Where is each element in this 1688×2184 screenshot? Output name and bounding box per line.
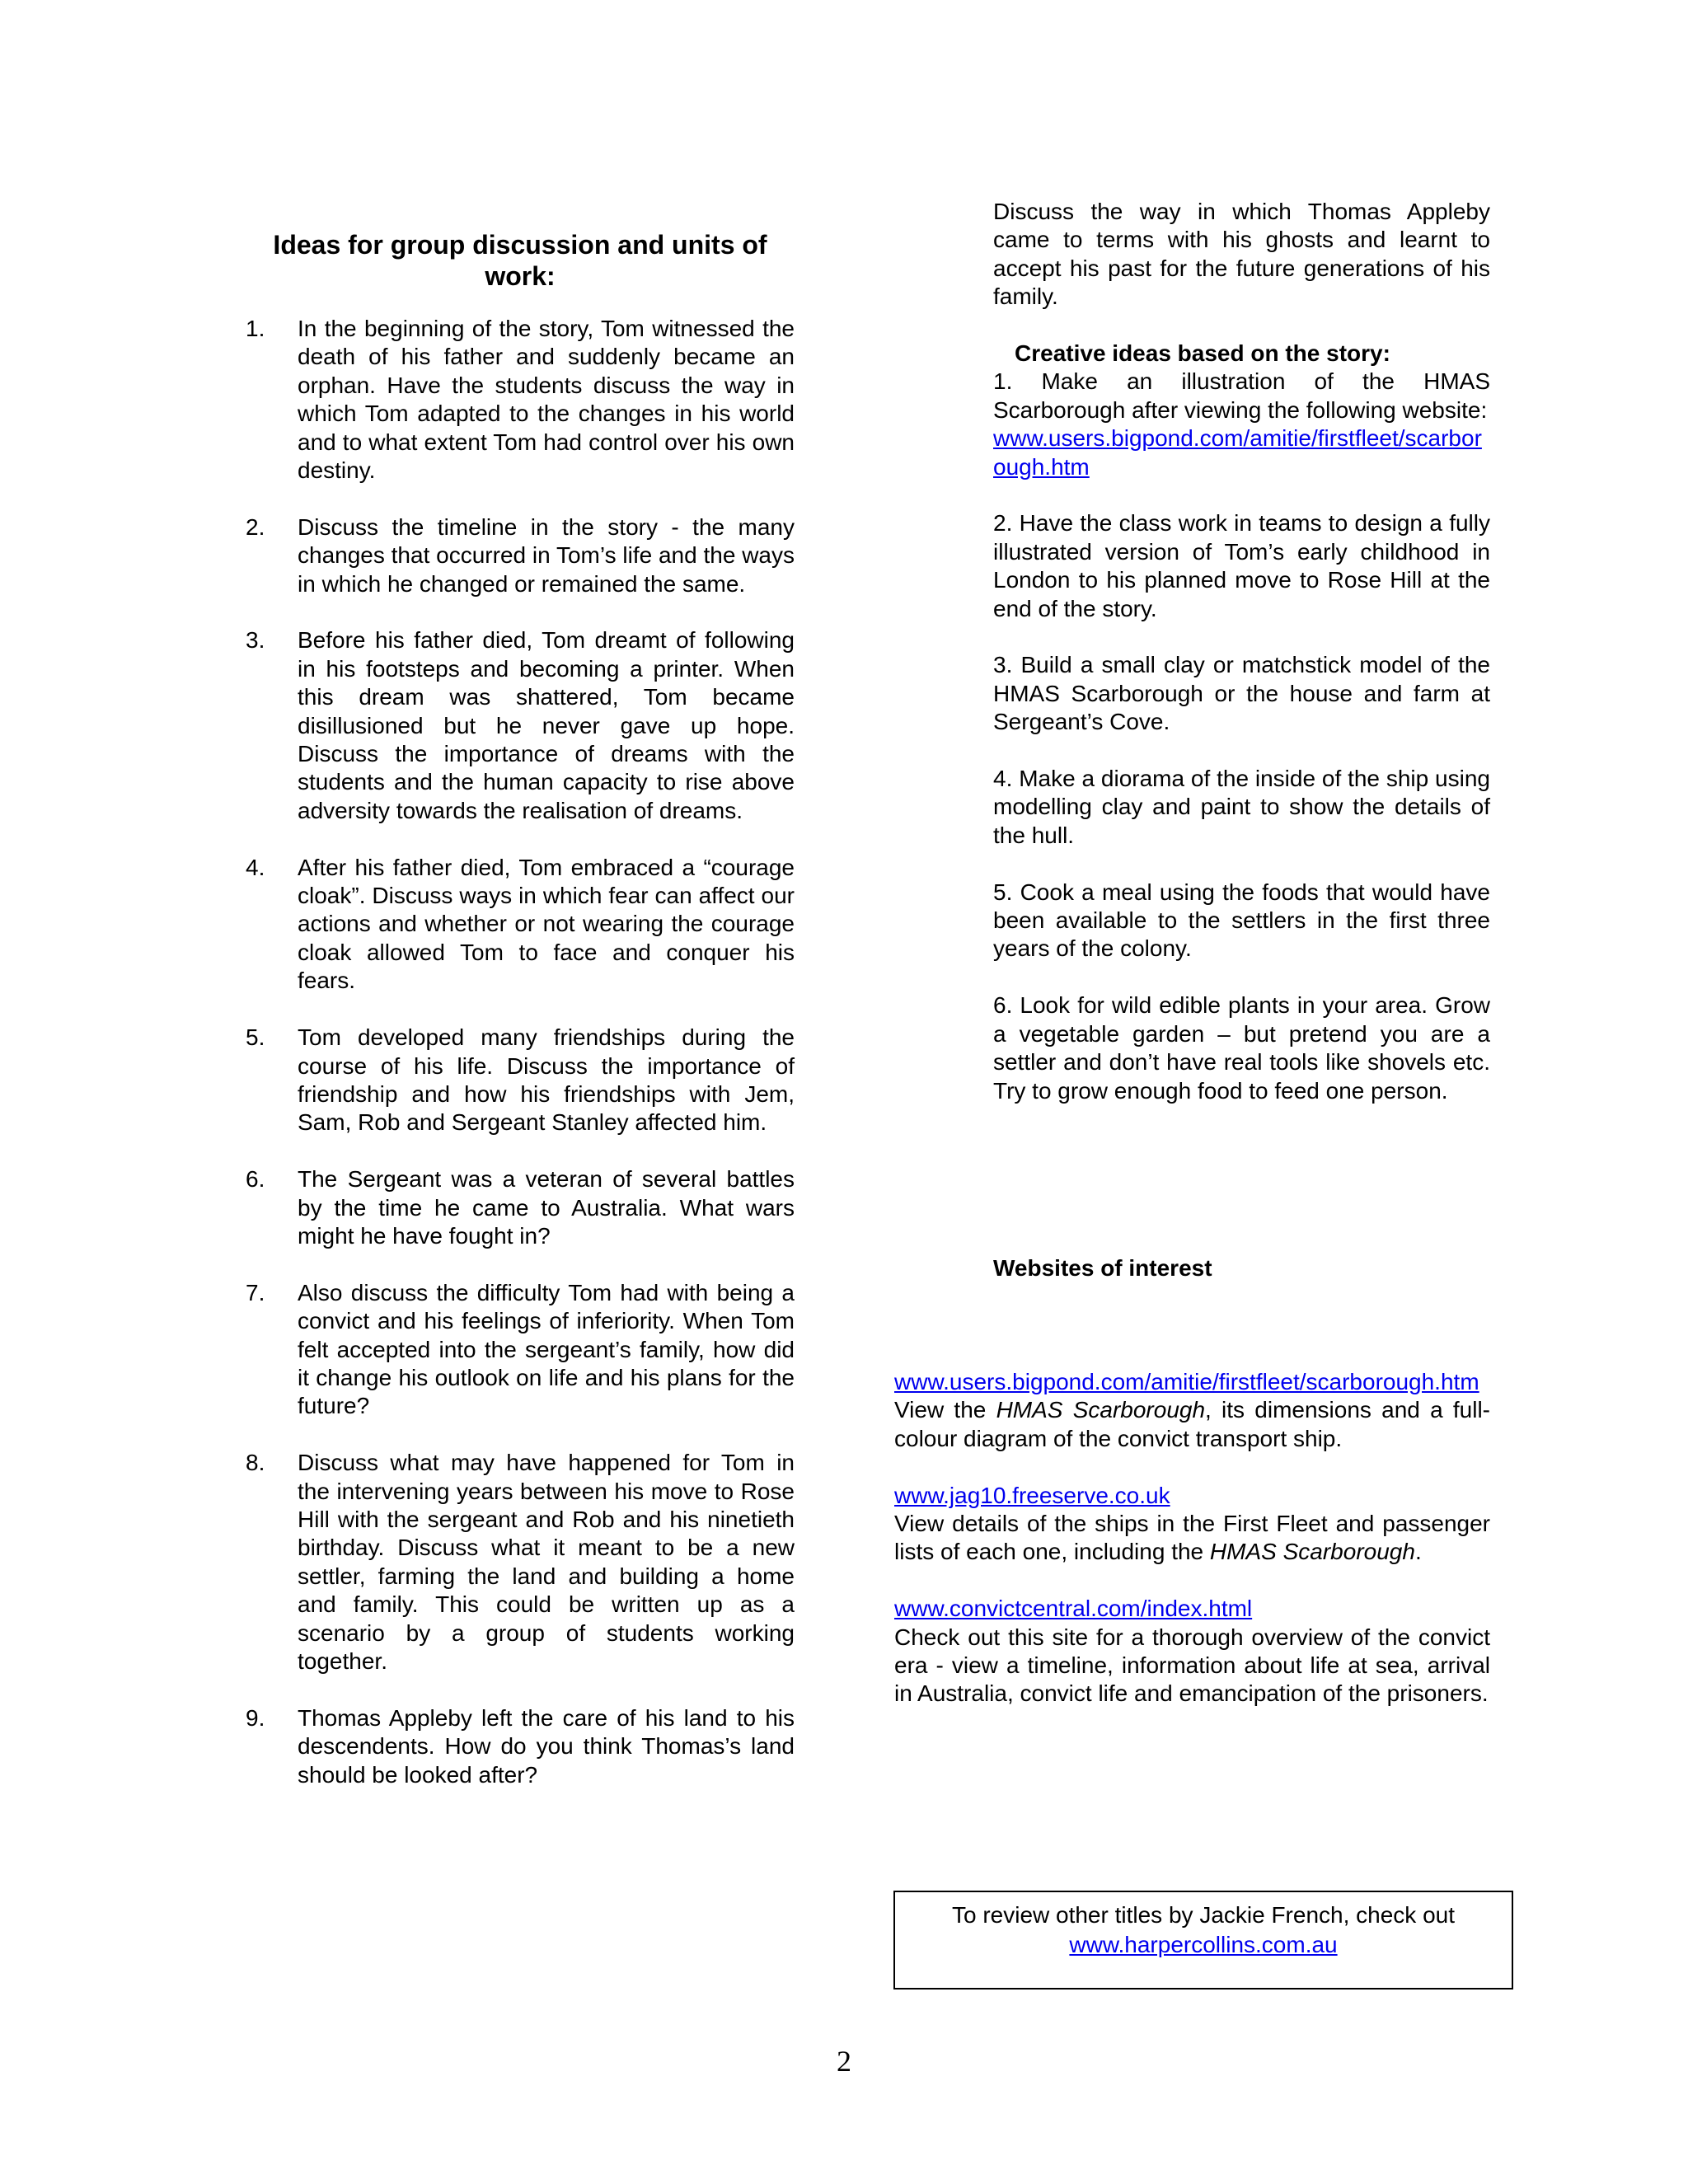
- site-3-link[interactable]: www.convictcentral.com/index.html: [894, 1596, 1253, 1622]
- scarborough-link[interactable]: www.users.bigpond.com/amitie/firstfleet/scarborough.htm: [993, 425, 1482, 480]
- discussion-item: [246, 626, 795, 825]
- site-1-link[interactable]: www.users.bigpond.com/amitie/firstfleet/scarborough.htm: [894, 1369, 1479, 1394]
- continuation-paragraph: Discuss the way in which Thomas Appleby came to terms with his ghosts and learnt to accept his past for the future generations of his family.: [993, 199, 1490, 310]
- site-3-link-wrap: [894, 1595, 1490, 1623]
- websites-list: [894, 1368, 1490, 1708]
- site-1-link-wrap: [894, 1368, 1490, 1396]
- item-text: Before his father died, Tom dreamt of following in his footsteps and becoming a printer. When this dream was shattered, Tom became disillusioned but he never gave up hope. Discuss the importance of dreams with the students and the human capacity to rise above adversity towards the realisation of dreams.: [298, 627, 795, 823]
- site-2-link-wrap: [894, 1482, 1490, 1510]
- item-text: Discuss what may have happened for Tom in the intervening years between his move to Rose Hill with the sergeant and Rob and his ninetieth birthday. Discuss what it meant to be a new settler, farming the land and building a home and family. This could be written up as a scenario by a group of students working together.: [298, 1450, 795, 1674]
- item-text: After his father died, Tom embraced a “courage cloak”. Discuss ways in which fear can affect our actions and whether or not wearing the courage cloak allowed Tom to face and conquer his fears.: [298, 854, 795, 994]
- right-column: [993, 198, 1490, 1105]
- site-3-description: Check out this site for a thorough overview of the convict era - view a timeline, information about life at sea, arrival in Australia, convict life and emancipation of the prisoners.: [894, 1624, 1490, 1707]
- discussion-item: [246, 513, 795, 598]
- item-number: 8.: [246, 1450, 265, 1476]
- site-2-description: [894, 1510, 1490, 1567]
- item-number: 7.: [246, 1279, 265, 1305]
- item-text: In the beginning of the story, Tom witnessed the death of his father and suddenly became an orphan. Have the students discuss the way in which Tom adapted to the changes in his world and to what extent Tom had control over his own destiny.: [298, 316, 795, 484]
- item-number: 3.: [246, 627, 265, 654]
- discussion-item: [246, 1024, 795, 1137]
- item-text: Tom developed many friendships during the course of his life. Discuss the importance of friendship and how his friendships with Jem, Sam, Rob and Sergeant Stanley affected him.: [298, 1024, 795, 1136]
- websites-heading: Websites of interest: [993, 1255, 1212, 1281]
- left-column: [246, 229, 795, 1817]
- creative-idea-5: 5. Cook a meal using the foods that would have been available to the settlers in the first three years of the colony.: [993, 879, 1490, 962]
- site-2-link[interactable]: www.jag10.freeserve.co.uk: [894, 1482, 1170, 1508]
- section-heading: Ideas for group discussion and units of work:: [273, 230, 767, 291]
- item-text: The Sergeant was a veteran of several battles by the time he came to Australia. What wars might he have fought in?: [298, 1166, 795, 1249]
- site-1-ship-name: HMAS Scarborough: [996, 1397, 1206, 1423]
- item-text: Also discuss the difficulty Tom had with being a convict and his feelings of inferiority. When Tom felt accepted into the sergeant’s family, how did it change his outlook on life and his plans for the future?: [298, 1279, 795, 1419]
- discussion-item: [246, 1165, 795, 1250]
- page-number: 2: [837, 2045, 851, 2078]
- discussion-item: [246, 315, 795, 485]
- discussion-item: [246, 1704, 795, 1789]
- site-2-text-pre: View details of the ships in the First Fleet and passenger lists of each one, including the: [894, 1511, 1490, 1565]
- item-text: Thomas Appleby left the care of his land to his descendents. How do you think Thomas’s land should be looked after?: [298, 1704, 795, 1788]
- creative-idea-1-link-wrap: [993, 424, 1490, 481]
- item-number: 2.: [246, 513, 265, 540]
- site-1-text-post: , its dimensions and a full-colour diagram of the convict transport ship.: [894, 1397, 1491, 1451]
- site-1-description: [894, 1396, 1490, 1453]
- item-number: 9.: [246, 1704, 265, 1731]
- creative-idea-1: 1. Make an illustration of the HMAS Scarborough after viewing the following website:: [993, 368, 1490, 423]
- review-text: To review other titles by Jackie French, check out: [951, 1902, 1456, 1928]
- item-number: 4.: [246, 854, 265, 880]
- site-2-ship-name: HMAS Scarborough: [1209, 1539, 1415, 1565]
- item-text: Discuss the timeline in the story - the many changes that occurred in Tom’s life and the ways in which he changed or remained the same.: [298, 513, 795, 597]
- creative-ideas-heading: Creative ideas based on the story:: [1015, 340, 1390, 367]
- item-number: 6.: [246, 1166, 265, 1193]
- creative-idea-4: 4. Make a diorama of the inside of the ship using modelling clay and paint to show the details of the hull.: [993, 766, 1490, 848]
- item-number: 5.: [246, 1024, 265, 1051]
- discussion-list: [246, 315, 795, 1789]
- discussion-item: [246, 1279, 795, 1421]
- review-box: [893, 1891, 1513, 1990]
- discussion-item: [246, 1449, 795, 1675]
- creative-idea-3: 3. Build a small clay or matchstick model of the HMAS Scarborough or the house and farm at Sergeant’s Cove.: [993, 652, 1490, 735]
- site-2-text-post: .: [1414, 1539, 1422, 1565]
- site-1-text-pre: View the: [894, 1397, 996, 1423]
- creative-idea-6: 6. Look for wild edible plants in your area. Grow a vegetable garden – but pretend you are a settler and don’t have real tools like shovels etc. Try to grow enough food to feed one person.: [993, 992, 1490, 1104]
- item-number: 1.: [246, 316, 265, 341]
- creative-idea-2: 2. Have the class work in teams to design a fully illustrated version of Tom’s early childhood in London to his planned move to Rose Hill at the end of the story.: [993, 510, 1490, 621]
- discussion-item: [246, 854, 795, 996]
- harpercollins-link[interactable]: www.harpercollins.com.au: [1069, 1932, 1338, 1957]
